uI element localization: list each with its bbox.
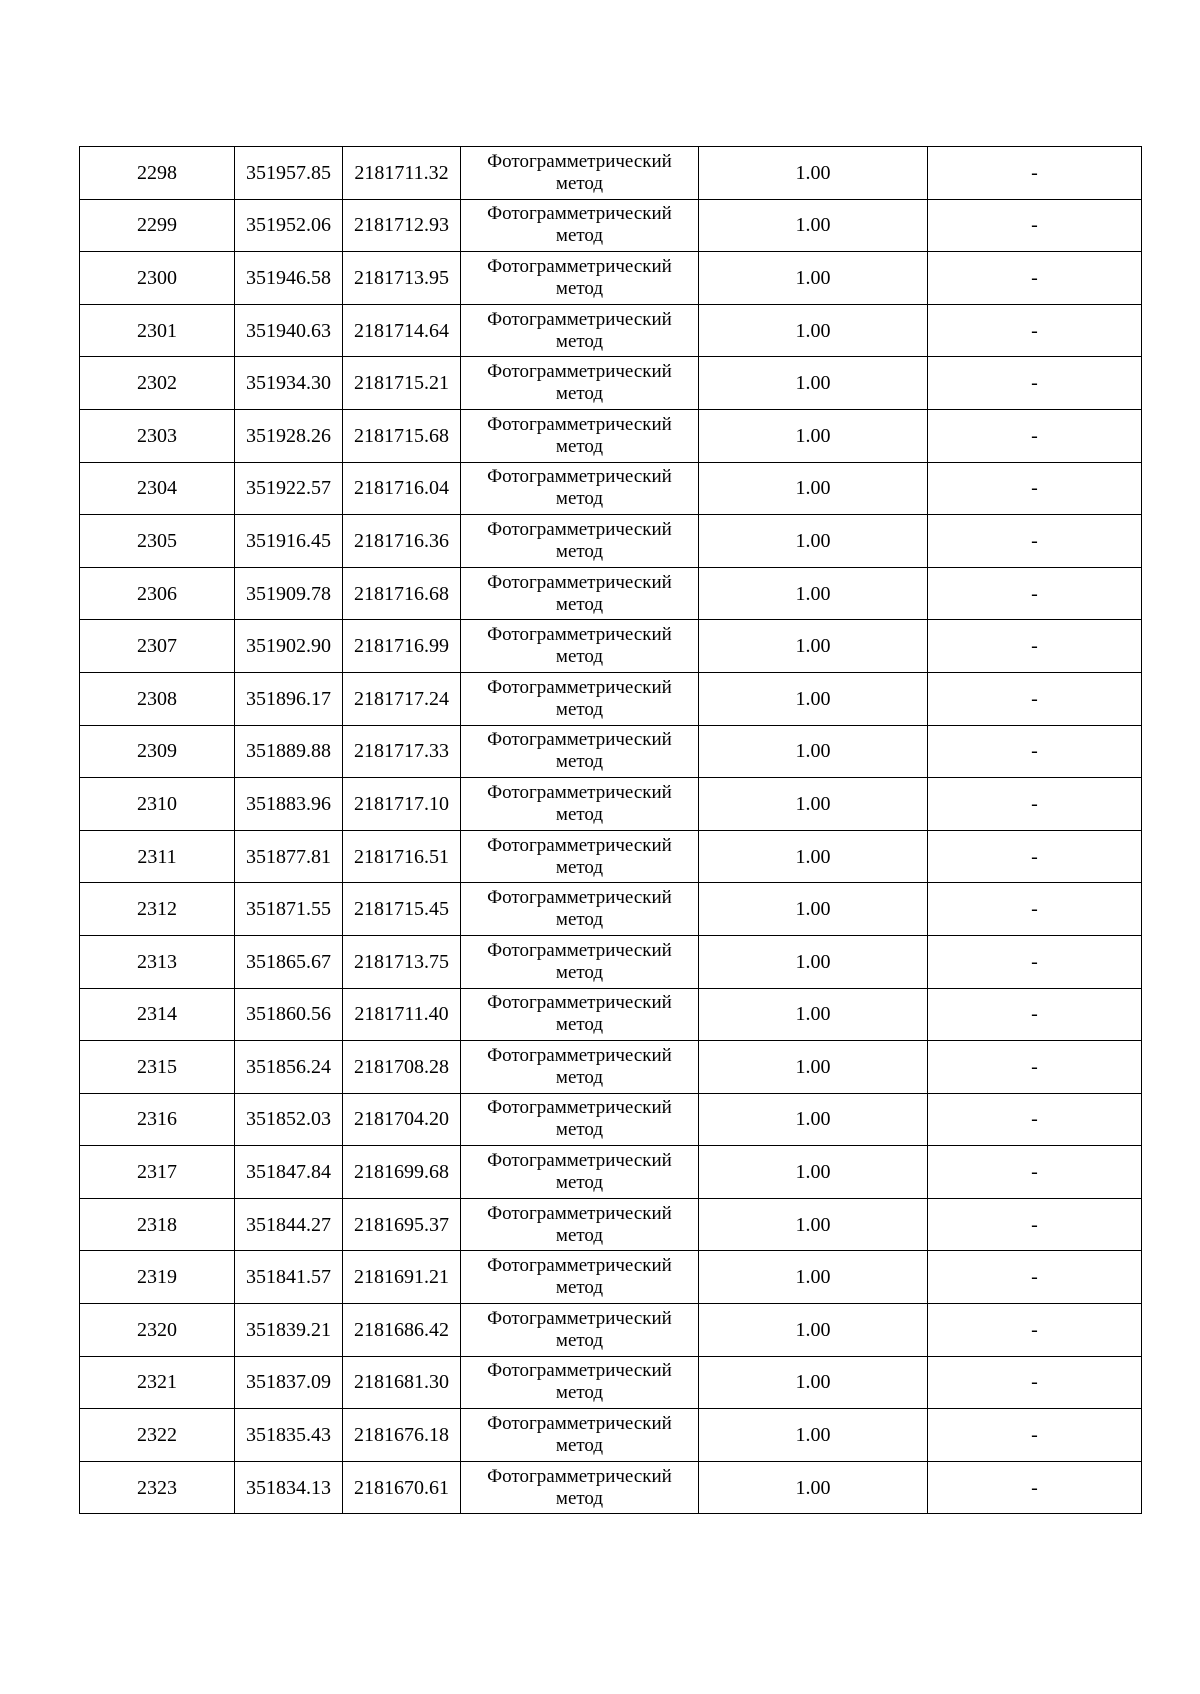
point-number-cell: 2318: [80, 1198, 235, 1251]
note-cell: -: [928, 462, 1142, 515]
method-cell: [461, 462, 699, 515]
table-row: [80, 1356, 1142, 1409]
note-cell: -: [928, 883, 1142, 936]
x-coordinate-cell: 351835.43: [235, 1409, 343, 1462]
note-cell: -: [928, 1304, 1142, 1357]
note-cell: -: [928, 515, 1142, 568]
x-coordinate-cell: 351871.55: [235, 883, 343, 936]
point-number-cell: 2309: [80, 725, 235, 778]
accuracy-cell: 1.00: [699, 725, 928, 778]
note-cell: -: [928, 1251, 1142, 1304]
note-cell: -: [928, 252, 1142, 305]
table-row: [80, 357, 1142, 410]
method-cell: [461, 147, 699, 200]
y-coordinate-cell: 2181681.30: [343, 1356, 461, 1409]
method-cell: [461, 1198, 699, 1251]
y-coordinate-cell: 2181699.68: [343, 1146, 461, 1199]
table-row: [80, 409, 1142, 462]
y-coordinate-cell: 2181716.99: [343, 620, 461, 673]
x-coordinate-cell: 351909.78: [235, 567, 343, 620]
point-number-cell: 2306: [80, 567, 235, 620]
method-line-1: Фотограмметрический: [487, 1360, 672, 1382]
x-coordinate-cell: 351856.24: [235, 1041, 343, 1094]
y-coordinate-cell: 2181670.61: [343, 1461, 461, 1514]
method-line-1: Фотограмметрический: [487, 1307, 672, 1329]
method-line-2: метод: [555, 751, 604, 773]
table-row: [80, 1461, 1142, 1514]
method-line-2: метод: [555, 435, 604, 457]
method-line-1: Фотограмметрический: [487, 466, 672, 488]
note-cell: -: [928, 830, 1142, 883]
point-number-cell: 2302: [80, 357, 235, 410]
note-cell: -: [928, 147, 1142, 200]
note-cell: -: [928, 725, 1142, 778]
method-cell: [461, 725, 699, 778]
x-coordinate-cell: 351883.96: [235, 778, 343, 831]
point-number-cell: 2310: [80, 778, 235, 831]
point-number-cell: 2307: [80, 620, 235, 673]
x-coordinate-cell: 351946.58: [235, 252, 343, 305]
x-coordinate-cell: 351896.17: [235, 672, 343, 725]
method-line-1: Фотограмметрический: [487, 992, 672, 1014]
method-line-1: Фотограмметрический: [487, 1150, 672, 1172]
method-line-1: Фотограмметрический: [487, 518, 672, 540]
accuracy-cell: 1.00: [699, 620, 928, 673]
accuracy-cell: 1.00: [699, 147, 928, 200]
method-line-1: Фотограмметрический: [487, 1255, 672, 1277]
note-cell: -: [928, 1198, 1142, 1251]
y-coordinate-cell: 2181714.64: [343, 304, 461, 357]
point-number-cell: 2316: [80, 1093, 235, 1146]
note-cell: -: [928, 1409, 1142, 1462]
accuracy-cell: 1.00: [699, 1461, 928, 1514]
method-line-2: метод: [555, 1487, 604, 1509]
method-cell: [461, 252, 699, 305]
point-number-cell: 2304: [80, 462, 235, 515]
point-number-cell: 2298: [80, 147, 235, 200]
accuracy-cell: 1.00: [699, 778, 928, 831]
accuracy-cell: 1.00: [699, 304, 928, 357]
method-cell: [461, 409, 699, 462]
note-cell: -: [928, 357, 1142, 410]
method-cell: [461, 1461, 699, 1514]
method-cell: [461, 1093, 699, 1146]
method-line-2: метод: [555, 1119, 604, 1141]
y-coordinate-cell: 2181716.51: [343, 830, 461, 883]
method-line-1: Фотограмметрический: [487, 413, 672, 435]
method-cell: [461, 1041, 699, 1094]
method-cell: [461, 988, 699, 1041]
method-line-2: метод: [555, 488, 604, 510]
point-number-cell: 2312: [80, 883, 235, 936]
method-line-2: метод: [555, 225, 604, 247]
accuracy-cell: 1.00: [699, 1356, 928, 1409]
accuracy-cell: 1.00: [699, 1198, 928, 1251]
y-coordinate-cell: 2181717.10: [343, 778, 461, 831]
method-cell: [461, 830, 699, 883]
note-cell: -: [928, 304, 1142, 357]
x-coordinate-cell: 351860.56: [235, 988, 343, 1041]
table-row: [80, 1409, 1142, 1462]
table-row: [80, 515, 1142, 568]
method-line-1: Фотограмметрический: [487, 1465, 672, 1487]
method-cell: [461, 620, 699, 673]
method-cell: [461, 1146, 699, 1199]
method-cell: [461, 1356, 699, 1409]
point-number-cell: 2321: [80, 1356, 235, 1409]
y-coordinate-cell: 2181695.37: [343, 1198, 461, 1251]
x-coordinate-cell: 351934.30: [235, 357, 343, 410]
table-row: [80, 1093, 1142, 1146]
accuracy-cell: 1.00: [699, 567, 928, 620]
accuracy-cell: 1.00: [699, 199, 928, 252]
point-number-cell: 2308: [80, 672, 235, 725]
y-coordinate-cell: 2181712.93: [343, 199, 461, 252]
point-number-cell: 2314: [80, 988, 235, 1041]
method-line-2: метод: [555, 856, 604, 878]
method-line-2: метод: [555, 1435, 604, 1457]
y-coordinate-cell: 2181716.36: [343, 515, 461, 568]
method-line-1: Фотограмметрический: [487, 1097, 672, 1119]
method-cell: [461, 567, 699, 620]
y-coordinate-cell: 2181686.42: [343, 1304, 461, 1357]
method-cell: [461, 672, 699, 725]
table-row: [80, 988, 1142, 1041]
x-coordinate-cell: 351844.27: [235, 1198, 343, 1251]
y-coordinate-cell: 2181716.04: [343, 462, 461, 515]
point-number-cell: 2322: [80, 1409, 235, 1462]
x-coordinate-cell: 351916.45: [235, 515, 343, 568]
point-number-cell: 2319: [80, 1251, 235, 1304]
method-line-2: метод: [555, 1382, 604, 1404]
method-line-2: метод: [555, 1277, 604, 1299]
point-number-cell: 2300: [80, 252, 235, 305]
method-line-1: Фотограмметрический: [487, 308, 672, 330]
method-line-2: метод: [555, 909, 604, 931]
x-coordinate-cell: 351957.85: [235, 147, 343, 200]
method-line-1: Фотограмметрический: [487, 781, 672, 803]
y-coordinate-cell: 2181715.21: [343, 357, 461, 410]
method-line-1: Фотограмметрический: [487, 624, 672, 646]
x-coordinate-cell: 351877.81: [235, 830, 343, 883]
method-line-2: метод: [555, 330, 604, 352]
method-cell: [461, 778, 699, 831]
table-row: [80, 1198, 1142, 1251]
x-coordinate-cell: 351852.03: [235, 1093, 343, 1146]
note-cell: -: [928, 935, 1142, 988]
point-number-cell: 2303: [80, 409, 235, 462]
accuracy-cell: 1.00: [699, 672, 928, 725]
method-line-2: метод: [555, 803, 604, 825]
method-cell: [461, 1409, 699, 1462]
method-cell: [461, 515, 699, 568]
method-line-1: Фотограмметрический: [487, 1202, 672, 1224]
point-number-cell: 2313: [80, 935, 235, 988]
note-cell: -: [928, 1146, 1142, 1199]
note-cell: -: [928, 1461, 1142, 1514]
accuracy-cell: 1.00: [699, 883, 928, 936]
x-coordinate-cell: 351940.63: [235, 304, 343, 357]
note-cell: -: [928, 620, 1142, 673]
table-row: [80, 778, 1142, 831]
table-row: [80, 147, 1142, 200]
method-line-1: Фотограмметрический: [487, 571, 672, 593]
x-coordinate-cell: 351841.57: [235, 1251, 343, 1304]
method-line-2: метод: [555, 383, 604, 405]
method-line-1: Фотограмметрический: [487, 1413, 672, 1435]
point-number-cell: 2305: [80, 515, 235, 568]
method-line-1: Фотограмметрический: [487, 203, 672, 225]
point-number-cell: 2323: [80, 1461, 235, 1514]
y-coordinate-cell: 2181717.33: [343, 725, 461, 778]
method-line-2: метод: [555, 646, 604, 668]
point-number-cell: 2301: [80, 304, 235, 357]
y-coordinate-cell: 2181715.45: [343, 883, 461, 936]
table-row: [80, 462, 1142, 515]
method-cell: [461, 935, 699, 988]
method-cell: [461, 304, 699, 357]
x-coordinate-cell: 351837.09: [235, 1356, 343, 1409]
note-cell: -: [928, 199, 1142, 252]
x-coordinate-cell: 351928.26: [235, 409, 343, 462]
table-row: [80, 883, 1142, 936]
table-row: [80, 1304, 1142, 1357]
accuracy-cell: 1.00: [699, 515, 928, 568]
method-line-2: метод: [555, 961, 604, 983]
table-row: [80, 1146, 1142, 1199]
y-coordinate-cell: 2181715.68: [343, 409, 461, 462]
point-number-cell: 2315: [80, 1041, 235, 1094]
note-cell: -: [928, 1093, 1142, 1146]
method-line-2: метод: [555, 1224, 604, 1246]
method-line-1: Фотограмметрический: [487, 676, 672, 698]
y-coordinate-cell: 2181711.32: [343, 147, 461, 200]
accuracy-cell: 1.00: [699, 1093, 928, 1146]
method-cell: [461, 357, 699, 410]
accuracy-cell: 1.00: [699, 409, 928, 462]
coordinates-table: [79, 146, 1142, 1514]
method-line-2: метод: [555, 1066, 604, 1088]
accuracy-cell: 1.00: [699, 357, 928, 410]
note-cell: -: [928, 567, 1142, 620]
x-coordinate-cell: 351839.21: [235, 1304, 343, 1357]
point-number-cell: 2299: [80, 199, 235, 252]
note-cell: -: [928, 672, 1142, 725]
table-row: [80, 304, 1142, 357]
x-coordinate-cell: 351847.84: [235, 1146, 343, 1199]
y-coordinate-cell: 2181708.28: [343, 1041, 461, 1094]
y-coordinate-cell: 2181691.21: [343, 1251, 461, 1304]
x-coordinate-cell: 351889.88: [235, 725, 343, 778]
method-cell: [461, 1304, 699, 1357]
method-line-2: метод: [555, 593, 604, 615]
table-row: [80, 199, 1142, 252]
note-cell: -: [928, 409, 1142, 462]
point-number-cell: 2320: [80, 1304, 235, 1357]
method-line-2: метод: [555, 698, 604, 720]
y-coordinate-cell: 2181713.95: [343, 252, 461, 305]
method-line-1: Фотограмметрический: [487, 729, 672, 751]
note-cell: -: [928, 1356, 1142, 1409]
y-coordinate-cell: 2181713.75: [343, 935, 461, 988]
x-coordinate-cell: 351834.13: [235, 1461, 343, 1514]
table-row: [80, 1041, 1142, 1094]
accuracy-cell: 1.00: [699, 935, 928, 988]
method-line-1: Фотограмметрический: [487, 255, 672, 277]
y-coordinate-cell: 2181711.40: [343, 988, 461, 1041]
method-line-2: метод: [555, 1014, 604, 1036]
note-cell: -: [928, 988, 1142, 1041]
accuracy-cell: 1.00: [699, 1041, 928, 1094]
method-line-1: Фотограмметрический: [487, 939, 672, 961]
method-cell: [461, 1251, 699, 1304]
y-coordinate-cell: 2181704.20: [343, 1093, 461, 1146]
method-line-1: Фотограмметрический: [487, 1044, 672, 1066]
table-row: [80, 830, 1142, 883]
accuracy-cell: 1.00: [699, 1409, 928, 1462]
y-coordinate-cell: 2181717.24: [343, 672, 461, 725]
accuracy-cell: 1.00: [699, 1304, 928, 1357]
table-row: [80, 620, 1142, 673]
method-cell: [461, 883, 699, 936]
table-row: [80, 567, 1142, 620]
x-coordinate-cell: 351922.57: [235, 462, 343, 515]
y-coordinate-cell: 2181676.18: [343, 1409, 461, 1462]
note-cell: -: [928, 778, 1142, 831]
table-row: [80, 252, 1142, 305]
method-line-2: метод: [555, 277, 604, 299]
x-coordinate-cell: 351952.06: [235, 199, 343, 252]
method-line-2: метод: [555, 540, 604, 562]
accuracy-cell: 1.00: [699, 1251, 928, 1304]
table-row: [80, 1251, 1142, 1304]
accuracy-cell: 1.00: [699, 830, 928, 883]
method-line-2: метод: [555, 172, 604, 194]
method-line-2: метод: [555, 1329, 604, 1351]
method-line-1: Фотограмметрический: [487, 361, 672, 383]
method-line-1: Фотограмметрический: [487, 150, 672, 172]
coordinates-table-body: [80, 147, 1142, 1514]
method-line-2: метод: [555, 1172, 604, 1194]
note-cell: -: [928, 1041, 1142, 1094]
method-cell: [461, 199, 699, 252]
accuracy-cell: 1.00: [699, 1146, 928, 1199]
y-coordinate-cell: 2181716.68: [343, 567, 461, 620]
method-line-1: Фотограмметрический: [487, 834, 672, 856]
table-row: [80, 672, 1142, 725]
x-coordinate-cell: 351902.90: [235, 620, 343, 673]
table-row: [80, 725, 1142, 778]
accuracy-cell: 1.00: [699, 252, 928, 305]
table-row: [80, 935, 1142, 988]
method-line-1: Фотограмметрический: [487, 887, 672, 909]
accuracy-cell: 1.00: [699, 988, 928, 1041]
x-coordinate-cell: 351865.67: [235, 935, 343, 988]
point-number-cell: 2317: [80, 1146, 235, 1199]
accuracy-cell: 1.00: [699, 462, 928, 515]
point-number-cell: 2311: [80, 830, 235, 883]
